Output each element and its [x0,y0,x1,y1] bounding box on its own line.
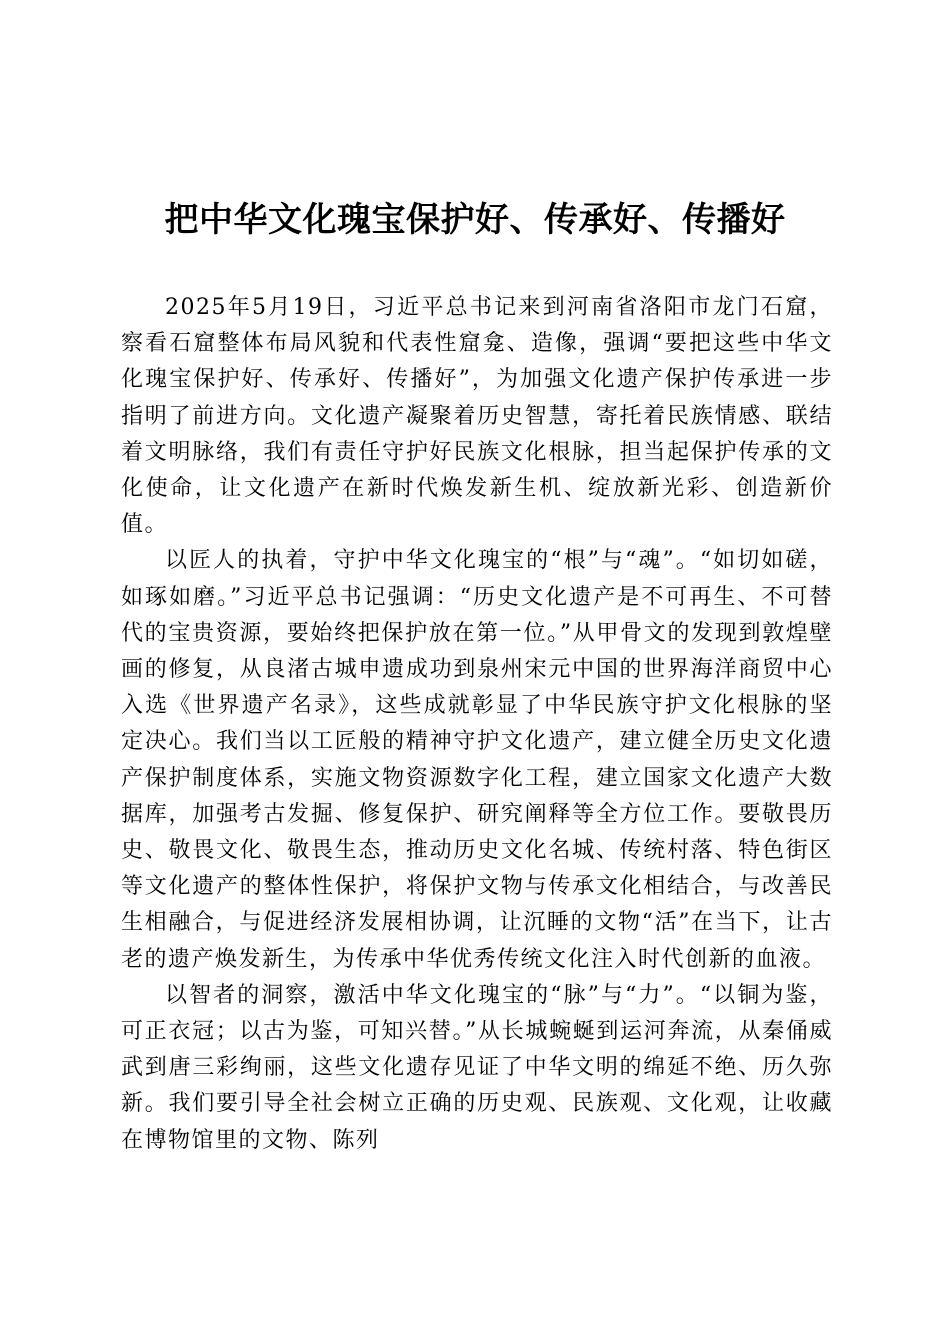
document-title: 把中华文化瑰宝保护好、传承好、传播好 [164,200,786,240]
paragraph-2: 以匠人的执着，守护中华文化瑰宝的“根”与“魂”。“如切如磋，如琢如磨。”习近平总书记强调：“历史文化遗产是不可再生、不可替代的宝贵资源，要始终把保护放在第一位。”从甲骨文的发现到敦煌壁画的修复，从良渚古城申遗成功到泉州宋元中国的世界海洋商贸中心入选《世界遗产名录》，这些成就彰显了中华民族守护文化根脉的坚定决心。我们当以工匠般的精神守护文化遗产，建立健全历史文化遗产保护制度体系，实施文物资源数字化工程，建立国家文化遗产大数据库，加强考古发掘、修复保护、研究阐释等全方位工作。要敬畏历史、敬畏文化、敬畏生态，推动历史文化名城、传统村落、特色街区等文化遗产的整体性保护，将保护文物与传承文化相结合，与改善民生相融合，与促进经济发展相协调，让沉睡的文物“活”在当下，让古老的遗产焕发新生，为传承中华优秀传统文化注入时代创新的血液。 [121,548,833,972]
paragraph-1: 2025年5月19日，习近平总书记来到河南省洛阳市龙门石窟，察看石窟整体布局风貌和代表性窟龛、造像，强调“要把这些中华文化瑰宝保护好、传承好、传播好”，为加强文化遗产保护传承进一步指明了前进方向。文化遗产凝聚着历史智慧，寄托着民族情感、联结着文明脉络，我们有责任守护好民族文化根脉，担当起保护传承的文化使命，让文化遗产在新时代焕发新生机、绽放新光彩、创造新价值。 [121,295,833,538]
paragraph-3: 以智者的洞察，激活中华文化瑰宝的“脉”与“力”。“以铜为鉴，可正衣冠；以古为鉴，可知兴替。”从长城蜿蜒到运河奔流，从秦俑威武到唐三彩绚丽，这些文化遗存见证了中华文明的绵延不绝、历久弥新。我们要引导全社会树立正确的历史观、民族观、文化观，让收藏在博物馆里的文物、陈列 [121,982,833,1153]
document-body [121,290,833,1159]
